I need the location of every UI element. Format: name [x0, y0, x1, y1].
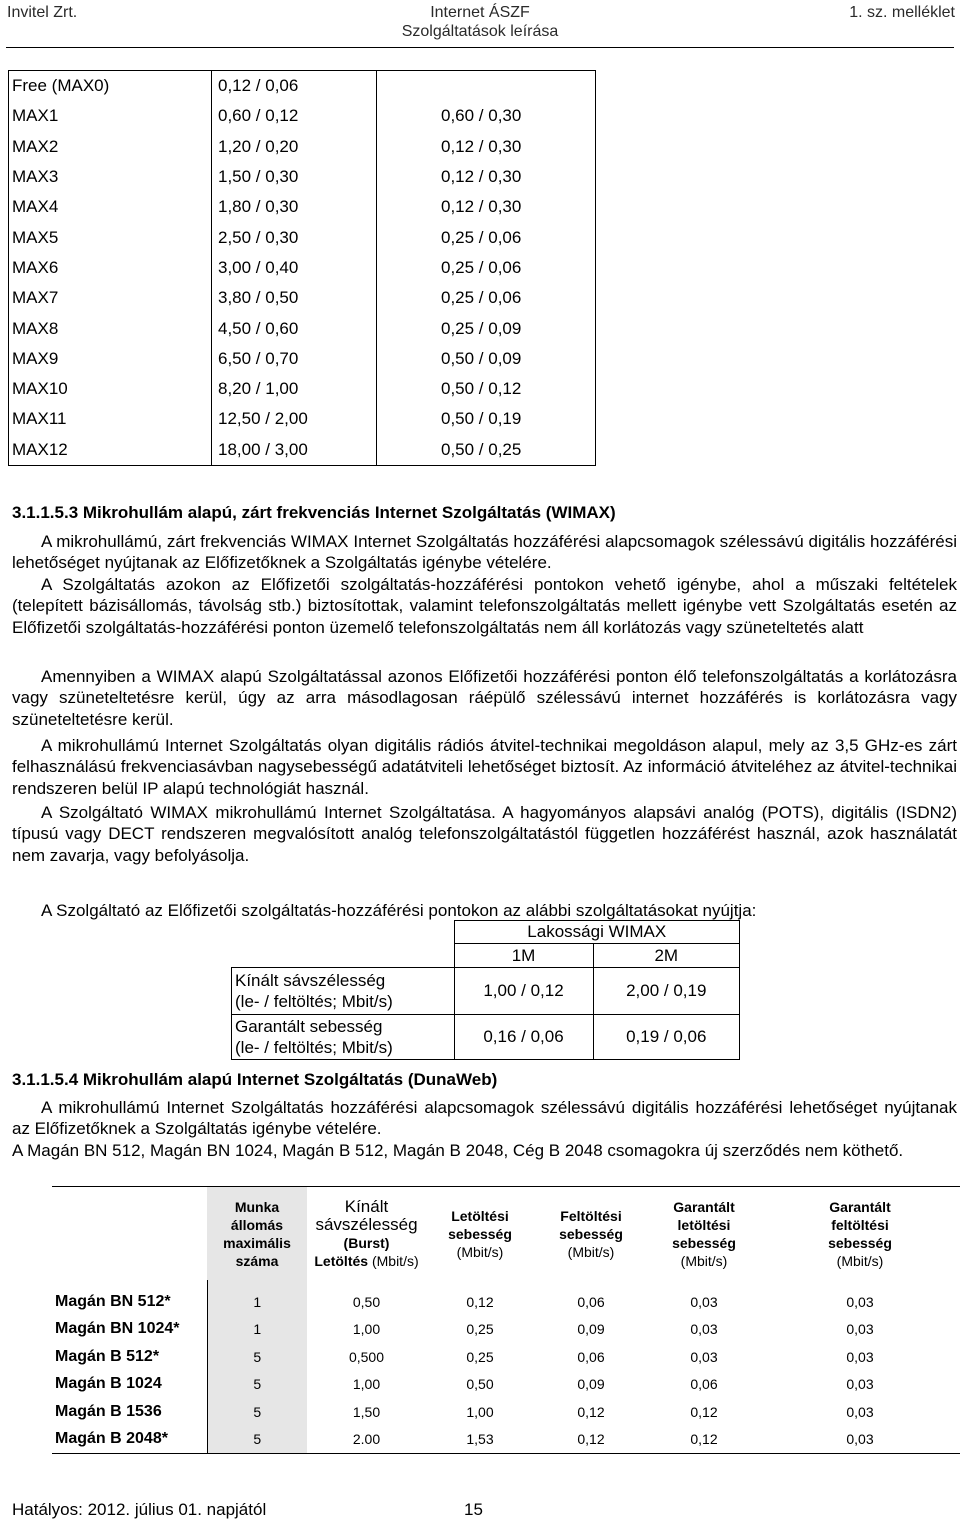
speed-guaranteed: 0,12 / 0,30 [377, 192, 596, 222]
speed-download-upload: 0,12 / 0,06 [212, 71, 377, 102]
table-row [9, 222, 596, 252]
table-row [9, 435, 596, 466]
speed-plan-name: MAX10 [9, 374, 212, 404]
duna-upload: 0,06 [577, 1348, 605, 1365]
footer-page-number: 15 [464, 1500, 483, 1519]
duna-package-name: Magán BN 1024* [55, 1320, 180, 1338]
wimax-paragraph-1: A mikrohullámú, zárt frekvenciás WIMAX Internet Szolgáltatás hozzáférési alapcsomagok szélessávú digitális hozzáférési lehetőséget nyújtanak az Előfizetőknek a Szolgáltatás igénybe vételére. [12, 532, 957, 573]
duna-package-name: Magán B 512* [55, 1347, 160, 1365]
wimax-paragraph-4: A mikrohullámú Internet Szolgáltatás olyan digitális rádiós átvitel-technikai megoldáson alapul, mely az 3,5 GHz-es zárt felhasználású frekvenciasávban nagysebességű adatátviteli lehetőséget biztosít. Az információ átviteléhez az átvitel-technikai rendszeren belül IP alapú technológiát használ. [12, 736, 957, 798]
speed-guaranteed: 0,25 / 0,06 [377, 283, 596, 313]
header-divider [6, 47, 954, 48]
duna-burst: 1,00 [352, 1321, 381, 1338]
duna-upload: 0,06 [577, 1293, 605, 1310]
duna-head-guaranteed-download: Garantált letöltési sebesség (Mbit/s) [648, 1187, 760, 1281]
duna-guaranteed-upload: 0,03 [846, 1348, 874, 1365]
speed-plan-name: MAX3 [9, 162, 212, 192]
duna-package-name: Magán B 1536 [55, 1402, 162, 1420]
wimax-row-offered-2m: 2,00 / 0,19 [593, 968, 740, 1015]
speed-plan-name: MAX11 [9, 404, 212, 434]
speed-download-upload: 4,50 / 0,60 [212, 313, 377, 343]
speed-guaranteed: 0,25 / 0,06 [377, 222, 596, 252]
duna-paragraph-1: A mikrohullámú Internet Szolgáltatás hozzáférési alapcsomagok szélessávú digitális hozzáférési lehetőséget nyújtanak az Előfizetőknek a Szolgáltatás igénybe vételére. [12, 1098, 957, 1139]
table-row [9, 192, 596, 222]
wimax-heading: 3.1.1.5.3 Mikrohullám alapú, zárt frekvenciás Internet Szolgáltatás (WIMAX) [12, 503, 616, 522]
duna-guaranteed-download: 0,12 [690, 1403, 718, 1420]
speed-download-upload: 3,00 / 0,40 [212, 253, 377, 283]
duna-workstations: 5 [207, 1343, 307, 1371]
duna-head-workstations: Munka állomás maximális száma [207, 1187, 307, 1281]
speed-guaranteed: 0,12 / 0,30 [377, 162, 596, 192]
duna-guaranteed-upload: 0,03 [846, 1376, 874, 1393]
speed-plan-name: MAX5 [9, 222, 212, 252]
speed-download-upload: 2,50 / 0,30 [212, 222, 377, 252]
duna-guaranteed-upload: 0,03 [846, 1293, 874, 1310]
duna-upload: 0,09 [577, 1321, 605, 1338]
table-row [9, 374, 596, 404]
speed-download-upload: 1,80 / 0,30 [212, 192, 377, 222]
duna-table [52, 1186, 960, 1454]
table-row [9, 253, 596, 283]
speed-plan-name: MAX9 [9, 344, 212, 374]
table-row [52, 1343, 960, 1371]
table-row [9, 344, 596, 374]
speed-table [8, 70, 596, 466]
wimax-row-guaranteed-2m: 0,19 / 0,06 [593, 1015, 740, 1060]
speed-guaranteed: 0,50 / 0,12 [377, 374, 596, 404]
duna-guaranteed-upload: 0,03 [846, 1321, 874, 1338]
wimax-paragraph-6: A Szolgáltató az Előfizetői szolgáltatás-hozzáférési pontokon az alábbi szolgáltatásokat nyújtja: [41, 901, 757, 920]
wimax-row-offered-1m: 1,00 / 0,12 [454, 968, 593, 1015]
duna-workstations: 5 [207, 1426, 307, 1454]
speed-plan-name: MAX7 [9, 283, 212, 313]
wimax-row-guaranteed-1m: 0,16 / 0,06 [454, 1015, 593, 1060]
duna-upload: 0,12 [534, 1426, 648, 1454]
speed-plan-name: MAX4 [9, 192, 212, 222]
speed-download-upload: 18,00 / 3,00 [212, 435, 377, 466]
duna-download: 0,12 [466, 1293, 494, 1310]
duna-download: 0,25 [466, 1321, 494, 1338]
duna-download: 0,50 [466, 1376, 494, 1393]
duna-upload: 0,12 [577, 1403, 605, 1420]
duna-head-guaranteed-upload: Garantált feltöltési sebesség (Mbit/s) [760, 1187, 960, 1281]
speed-plan-name: MAX2 [9, 132, 212, 162]
wimax-col-2m: 2M [593, 944, 740, 968]
duna-guaranteed-download: 0,03 [690, 1293, 718, 1310]
speed-download-upload: 12,50 / 2,00 [212, 404, 377, 434]
duna-paragraph-2: A Magán BN 512, Magán BN 1024, Magán B 512, Magán B 2048, Cég B 2048 csomagokra új szerződés nem köthető. [12, 1141, 904, 1160]
wimax-table-blank [232, 921, 455, 968]
duna-head-download: Letöltési sebesség (Mbit/s) [426, 1187, 534, 1281]
wimax-paragraph-5: A Szolgáltató WIMAX mikrohullámú Internet Szolgáltatása. A hagyományos alapsávi analóg (POTS), digitális (ISDN2) típusú vagy DECT rendszeren megvalósított analóg telefonszolgáltatástól független hozzáférést használ, azok használatát nem zavarja, vagy befolyásolja. [12, 803, 957, 865]
speed-guaranteed: 0,12 / 0,30 [377, 132, 596, 162]
duna-workstations: 1 [207, 1316, 307, 1344]
duna-burst: 0,500 [348, 1348, 385, 1365]
table-row [9, 162, 596, 192]
table-row [9, 313, 596, 343]
table-row [9, 71, 596, 102]
duna-heading: 3.1.1.5.4 Mikrohullám alapú Internet Szolgáltatás (DunaWeb) [12, 1070, 498, 1089]
speed-guaranteed: 0,60 / 0,30 [377, 101, 596, 131]
speed-guaranteed: 0,50 / 0,19 [377, 404, 596, 434]
duna-burst: 0,50 [352, 1293, 381, 1310]
duna-head-package [52, 1187, 207, 1281]
speed-download-upload: 6,50 / 0,70 [212, 344, 377, 374]
table-row [9, 101, 596, 131]
table-row [52, 1371, 960, 1399]
duna-guaranteed-upload: 0,03 [846, 1403, 874, 1420]
table-row [52, 1398, 960, 1426]
speed-download-upload: 1,50 / 0,30 [212, 162, 377, 192]
speed-plan-name: MAX12 [9, 435, 212, 466]
speed-guaranteed: 0,25 / 0,06 [377, 253, 596, 283]
duna-package-name: Magán BN 512* [55, 1292, 171, 1310]
speed-download-upload: 1,20 / 0,20 [212, 132, 377, 162]
speed-guaranteed: 0,50 / 0,25 [377, 435, 596, 466]
header-title-line2: Szolgáltatások leírása [401, 23, 559, 40]
speed-download-upload: 3,80 / 0,50 [212, 283, 377, 313]
wimax-row-guaranteed-label: Garantált sebesség (le- / feltöltés; Mbit/s) [232, 1015, 455, 1060]
wimax-row-offered-label: Kínált sávszélesség (le- / feltöltés; Mbit/s) [232, 968, 455, 1015]
table-row [52, 1280, 960, 1316]
duna-package-name: Magán B 2048* [52, 1426, 207, 1454]
table-row [9, 404, 596, 434]
wimax-table [231, 920, 740, 1060]
duna-workstations: 5 [207, 1371, 307, 1399]
duna-download: 0,25 [466, 1348, 494, 1365]
speed-plan-name: Free (MAX0) [9, 71, 212, 102]
wimax-group-header: Lakossági WIMAX [454, 921, 740, 944]
footer-effective-date: Hatályos: 2012. július 01. napjától [12, 1500, 267, 1519]
speed-guaranteed [377, 71, 596, 102]
duna-package-name: Magán B 1024 [55, 1375, 162, 1393]
header-annex: 1. sz. melléklet [849, 4, 955, 21]
wimax-paragraph-3: Amennyiben a WIMAX alapú Szolgáltatással azonos Előfizetői hozzáférési ponton élő telefonszolgáltatás a korlátozásra vagy szüneteltetésre kerül, úgy az arra másodlagosan ráépülő szélessávú internet hozzáférés is korlátozásra vagy szüneteltetésre kerül. [12, 667, 957, 729]
duna-head-burst: Kínált sávszélesség (Burst) Letöltés (Mbit/s) [307, 1187, 426, 1281]
wimax-paragraph-2: A Szolgáltatás azokon az Előfizetői szolgáltatás-hozzáférési pontokon vehető igénybe, ahol a műszaki feltételek (telepített bázisállomás, távolság stb.) biztosítottak, valamint telefonszolgáltatás mellett igénybe vett Szolgáltatás esetén az Előfizetői szolgáltatás-hozzáférési ponton üzemelő telefonszolgáltatás nem áll korlátozás vagy szüneteltetés alatt [12, 575, 957, 637]
duna-guaranteed-download: 0,06 [690, 1376, 718, 1393]
speed-download-upload: 0,60 / 0,12 [212, 101, 377, 131]
speed-guaranteed: 0,50 / 0,09 [377, 344, 596, 374]
header-company: Invitel Zrt. [7, 4, 78, 21]
duna-guaranteed-download: 0,12 [648, 1426, 760, 1454]
table-row [9, 283, 596, 313]
duna-guaranteed-download: 0,03 [690, 1321, 718, 1338]
speed-plan-name: MAX1 [9, 101, 212, 131]
duna-workstations: 1 [207, 1280, 307, 1316]
duna-workstations: 5 [207, 1398, 307, 1426]
header-title [0, 3, 960, 41]
duna-download: 1,53 [426, 1426, 534, 1454]
header-title-line1: Internet ÁSZF [430, 4, 530, 21]
speed-plan-name: MAX6 [9, 253, 212, 283]
duna-burst: 2.00 [307, 1426, 426, 1454]
duna-burst: 1,00 [352, 1376, 381, 1393]
table-row [52, 1426, 960, 1454]
duna-download: 1,00 [466, 1403, 494, 1420]
duna-guaranteed-download: 0,03 [690, 1348, 718, 1365]
duna-upload: 0,09 [577, 1376, 605, 1393]
duna-guaranteed-upload: 0,03 [760, 1426, 960, 1454]
table-row [9, 132, 596, 162]
speed-download-upload: 8,20 / 1,00 [212, 374, 377, 404]
wimax-col-1m: 1M [454, 944, 593, 968]
table-row [52, 1316, 960, 1344]
speed-guaranteed: 0,25 / 0,09 [377, 313, 596, 343]
speed-plan-name: MAX8 [9, 313, 212, 343]
duna-head-upload: Feltöltési sebesség (Mbit/s) [534, 1187, 648, 1281]
duna-burst: 1,50 [352, 1403, 381, 1420]
